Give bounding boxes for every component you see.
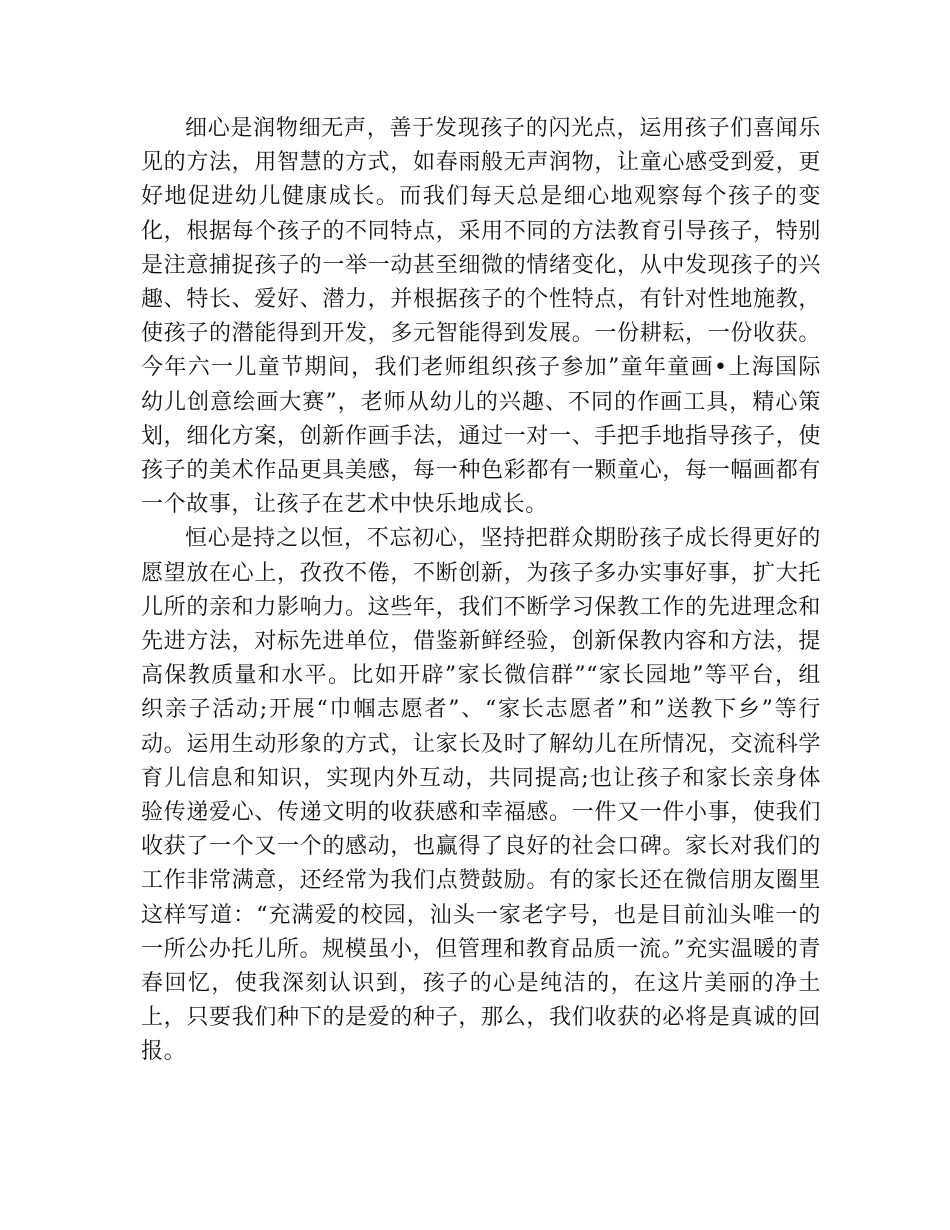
document-body <box>141 112 821 1070</box>
paragraph-careful-heart: 细心是润物细无声，善于发现孩子的闪光点，运用孩子们喜闻乐见的方法，用智慧的方式，如春雨般无声润物，让童心感受到爱，更好地促进幼儿健康成长。而我们每天总是细心地观察每个孩子的变化，根据每个孩子的不同特点，采用不同的方法教育引导孩子，特别是注意捕捉孩子的一举一动甚至细微的情绪变化，从中发现孩子的兴趣、特长、爱好、潜力，并根据孩子的个性特点，有针对性地施教，使孩子的潜能得到开发，多元智能得到发展。一份耕耘，一份收获。今年六一儿童节期间，我们老师组织孩子参加”童年童画•上海国际幼儿创意绘画大赛”，老师从幼儿的兴趣、不同的作画工具，精心策划，细化方案，创新作画手法，通过一对一、手把手地指导孩子，使孩子的美术作品更具美感，每一种色彩都有一颗童心，每一幅画都有一个故事，让孩子在艺术中快乐地成长。 <box>141 116 821 518</box>
paragraph-perseverance: 恒心是持之以恒，不忘初心，坚持把群众期盼孩子成长得更好的愿望放在心上，孜孜不倦，不断创新，为孩子多办实事好事，扩大托儿所的亲和力影响力。这些年，我们不断学习保教工作的先进理念和先进方法，对标先进单位，借鉴新鲜经验，创新保教内容和方法，提高保教质量和水平。比如开辟”家长微信群”“家长园地”等平台，组织亲子活动;开展“巾帼志愿者”、“家长志愿者”和”送教下乡”等行动。运用生动形象的方式，让家长及时了解幼儿在所情况，交流科学育儿信息和知识，实现内外互动，共同提高;也让孩子和家长亲身体验传递爱心、传递文明的收获感和幸福感。一件又一件小事，使我们收获了一个又一个的感动，也赢得了良好的社会口碑。家长对我们的工作非常满意，还经常为我们点赞鼓励。有的家长还在微信朋友圈里这样写道：“充满爱的校园，汕头一家老字号，也是目前汕头唯一的一所公办托儿所。规模虽小，但管理和教育品质一流。”充实温暖的青春回忆，使我深刻认识到，孩子的心是纯洁的，在这片美丽的净土上，只要我们种下的是爱的种子，那么，我们收获的必将是真诚的回报。 <box>141 526 821 1065</box>
